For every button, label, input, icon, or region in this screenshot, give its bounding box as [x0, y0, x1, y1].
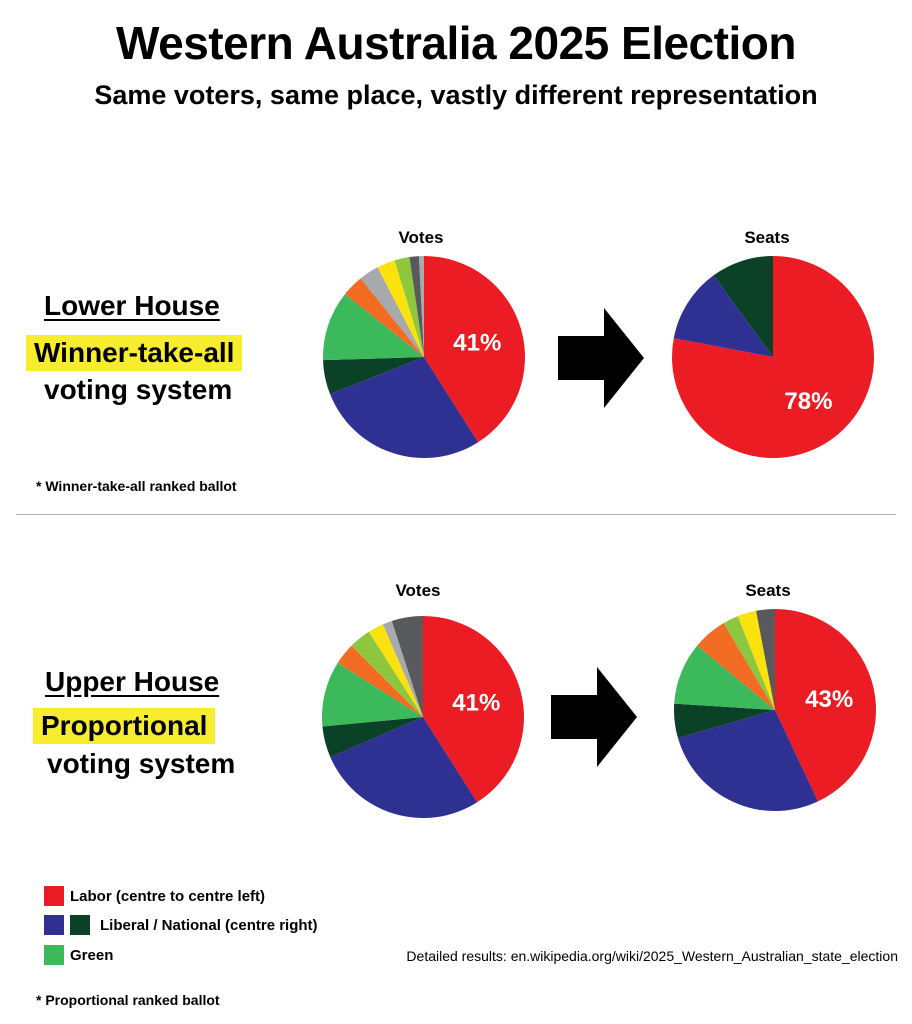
upper-system-highlight: Proportional — [33, 708, 215, 744]
source-note: Detailed results: en.wikipedia.org/wiki/2025_Western_Australian_state_election — [406, 948, 898, 964]
lower-system-highlight: Winner-take-all — [26, 335, 242, 371]
national-swatch — [70, 915, 90, 935]
liberal-swatch — [44, 915, 64, 935]
legend-label-labor: Labor (centre to centre left) — [70, 887, 266, 905]
chart-subtitle: Same voters, same place, vastly different representation — [94, 80, 818, 110]
legend-item-labor — [44, 886, 265, 906]
legend-item-liberal-national — [44, 915, 318, 935]
upper-votes-label: Votes — [395, 581, 441, 600]
pie-pct-label: 78% — [784, 387, 833, 415]
lower-seats-label: Seats — [744, 228, 790, 247]
lower-votes-pie — [322, 255, 526, 459]
lower-footnote: * Winner-take-all ranked ballot — [36, 478, 237, 494]
lower-arrow-icon — [558, 308, 644, 408]
upper-seats-label: Seats — [745, 581, 791, 600]
pie-pct-label: 41% — [452, 689, 501, 717]
chart-title: Western Australia 2025 Election — [116, 17, 796, 69]
upper-system-text: voting system — [47, 748, 236, 779]
upper-seats-pie — [673, 608, 877, 812]
lower-house-heading: Lower House — [44, 290, 220, 321]
upper-house-heading: Upper House — [45, 666, 220, 697]
lower-seats-pie — [671, 255, 875, 459]
lower-system-text: voting system — [44, 374, 233, 405]
legend-label-green: Green — [70, 946, 114, 964]
upper-footnote: * Proportional ranked ballot — [36, 992, 220, 1008]
upper-votes-pie — [321, 615, 525, 819]
pie-pct-label: 41% — [453, 329, 502, 357]
section-divider — [16, 514, 896, 515]
green-swatch — [44, 945, 64, 965]
legend-label-liberal-national: Liberal / National (centre right) — [100, 916, 318, 934]
upper-arrow-icon — [551, 667, 637, 767]
pie-pct-label: 43% — [805, 685, 854, 713]
legend-item-green — [44, 945, 113, 965]
labor-swatch — [44, 886, 64, 906]
lower-votes-label: Votes — [398, 228, 444, 247]
